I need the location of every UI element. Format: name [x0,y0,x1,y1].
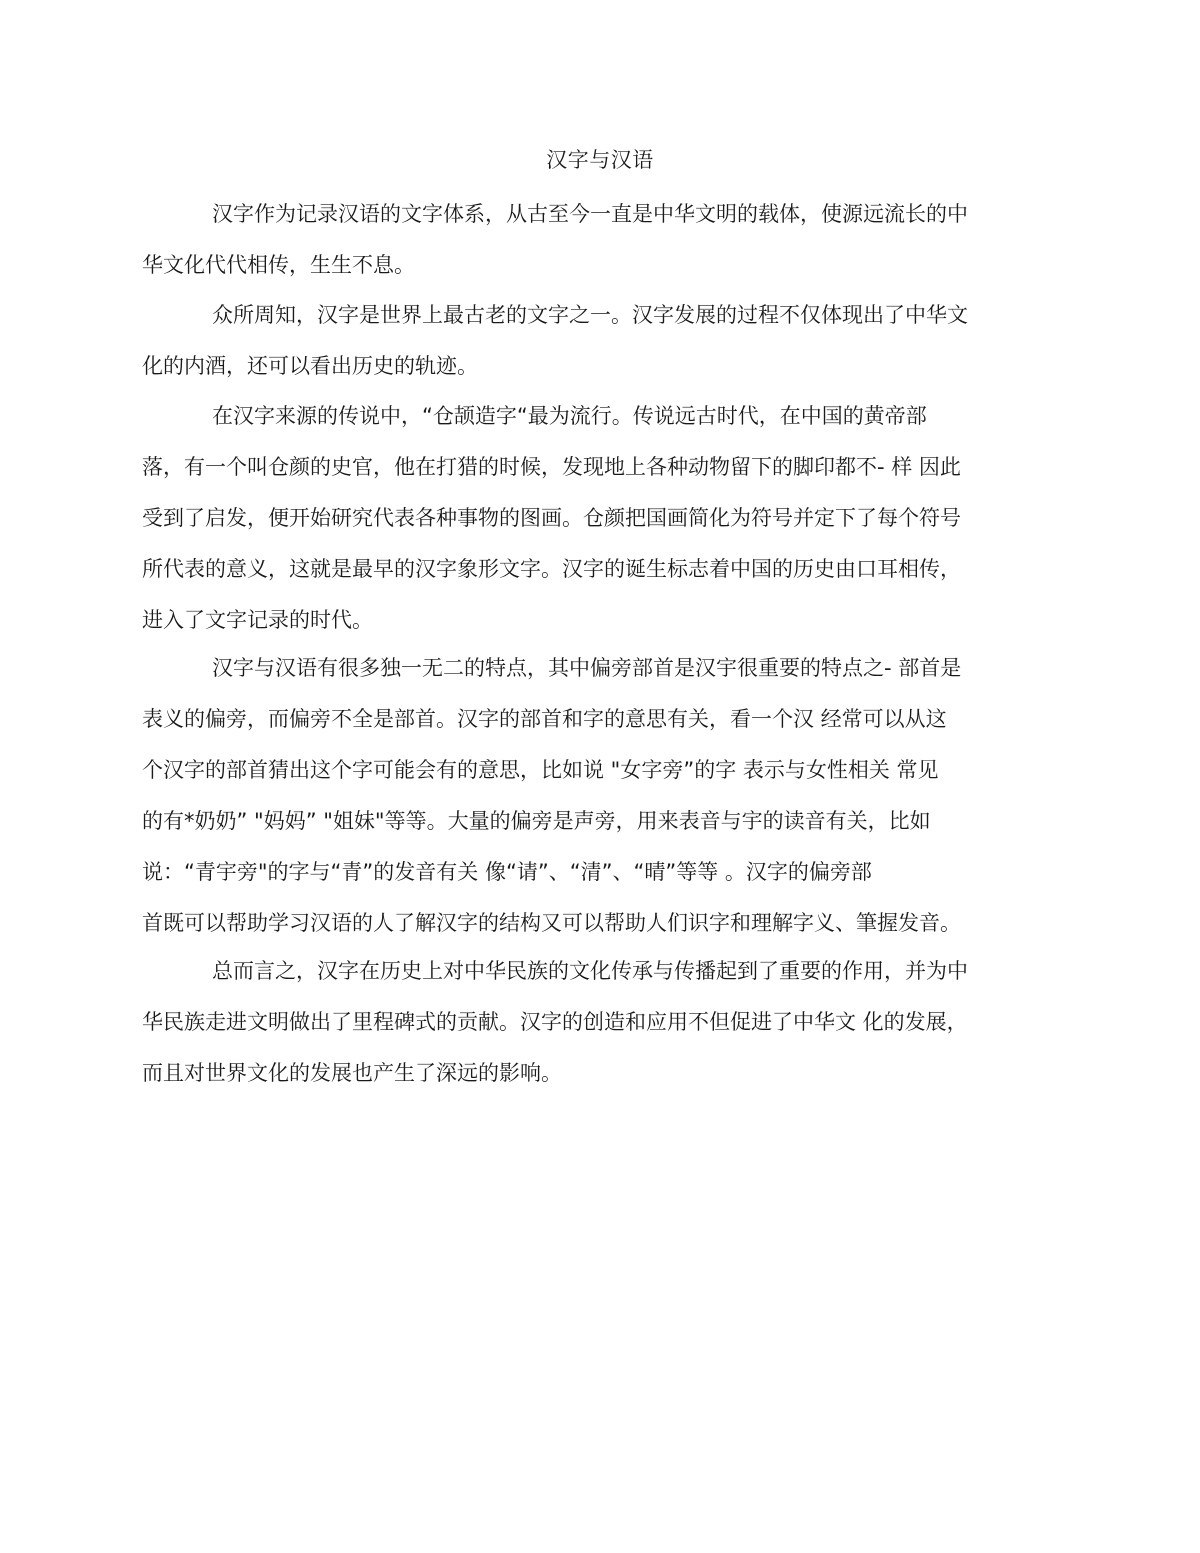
paragraph-legend [142,391,1062,646]
text-line: 首既可以帮助学习汉语的人了解汉字的结构又可以帮助人们识字和理解字义、筆握发音。 [142,911,961,935]
text-line: 的有*奶奶” "妈妈” "姐妹"等等。大量的偏旁是声旁，用来表音与宇的读音有关，比如 [142,809,931,833]
text-line: 在汉字来源的传说中，“仓颉造字“最为流行。传说远古时代，在中国的黄帝部 [212,404,927,428]
text-line: 个汉字的部首猜出这个字可能会有的意思，比如说 "女字旁”的字 表示与女性相关 常见 [142,758,939,782]
text-line: 所代表的意义，这就是最早的汉字象形文字。汉字的诞生标志着中国的历史由口耳相传， [142,557,961,581]
document-title: 汉字与汉语 [546,148,654,172]
text-line: 汉字作为记录汉语的文字体系，从古至今一直是中华文明的载体，使源远流长的中 [212,202,968,226]
text-line: 受到了启发，便开始研究代表各种事物的图画。仓颜把国画简化为符号并定下了每个符号 [142,506,961,530]
text-line: 华民族走进文明做出了里程碑式的贡献。汉字的创造和应用不但促进了中华文 化的发展， [142,1010,968,1034]
text-line: 而且对世界文化的发展也产生了深远的影响。 [142,1061,562,1085]
paragraph-history [142,290,1062,392]
paragraph-conclusion [142,946,1062,1099]
text-line: 落，有一个叫仓颜的史官，他在打猎的时候，发现地上各种动物留下的脚印都不- 样 因此 [142,455,961,479]
text-line: 汉字与汉语有很多独一无二的特点，其中偏旁部首是汉宇很重要的特点之- 部首是 [212,656,962,680]
text-line: 表义的偏旁，而偏旁不全是部首。汉字的部首和字的意思有关，看一个汉 经常可以从这 [142,707,947,731]
text-line: 华文化代代相传，生生不息。 [142,253,415,277]
text-line: 总而言之，汉字在历史上对中华民族的文化传承与传播起到了重要的作用，并为中 [212,959,968,983]
paragraph-radicals [142,643,1062,949]
paragraph-intro [142,189,1062,291]
text-line: 说：“青宇旁"的字与“青”的发音有关 像“请”、“清”、“晴”等等 。汉字的偏旁部 [142,860,872,884]
text-line: 化的内酒，还可以看出历史的轨迹。 [142,354,478,378]
text-line: 进入了文字记录的时代。 [142,608,373,632]
text-line: 众所周知，汉字是世界上最古老的文字之一。汉字发展的过程不仅体现出了中华文 [212,303,968,327]
